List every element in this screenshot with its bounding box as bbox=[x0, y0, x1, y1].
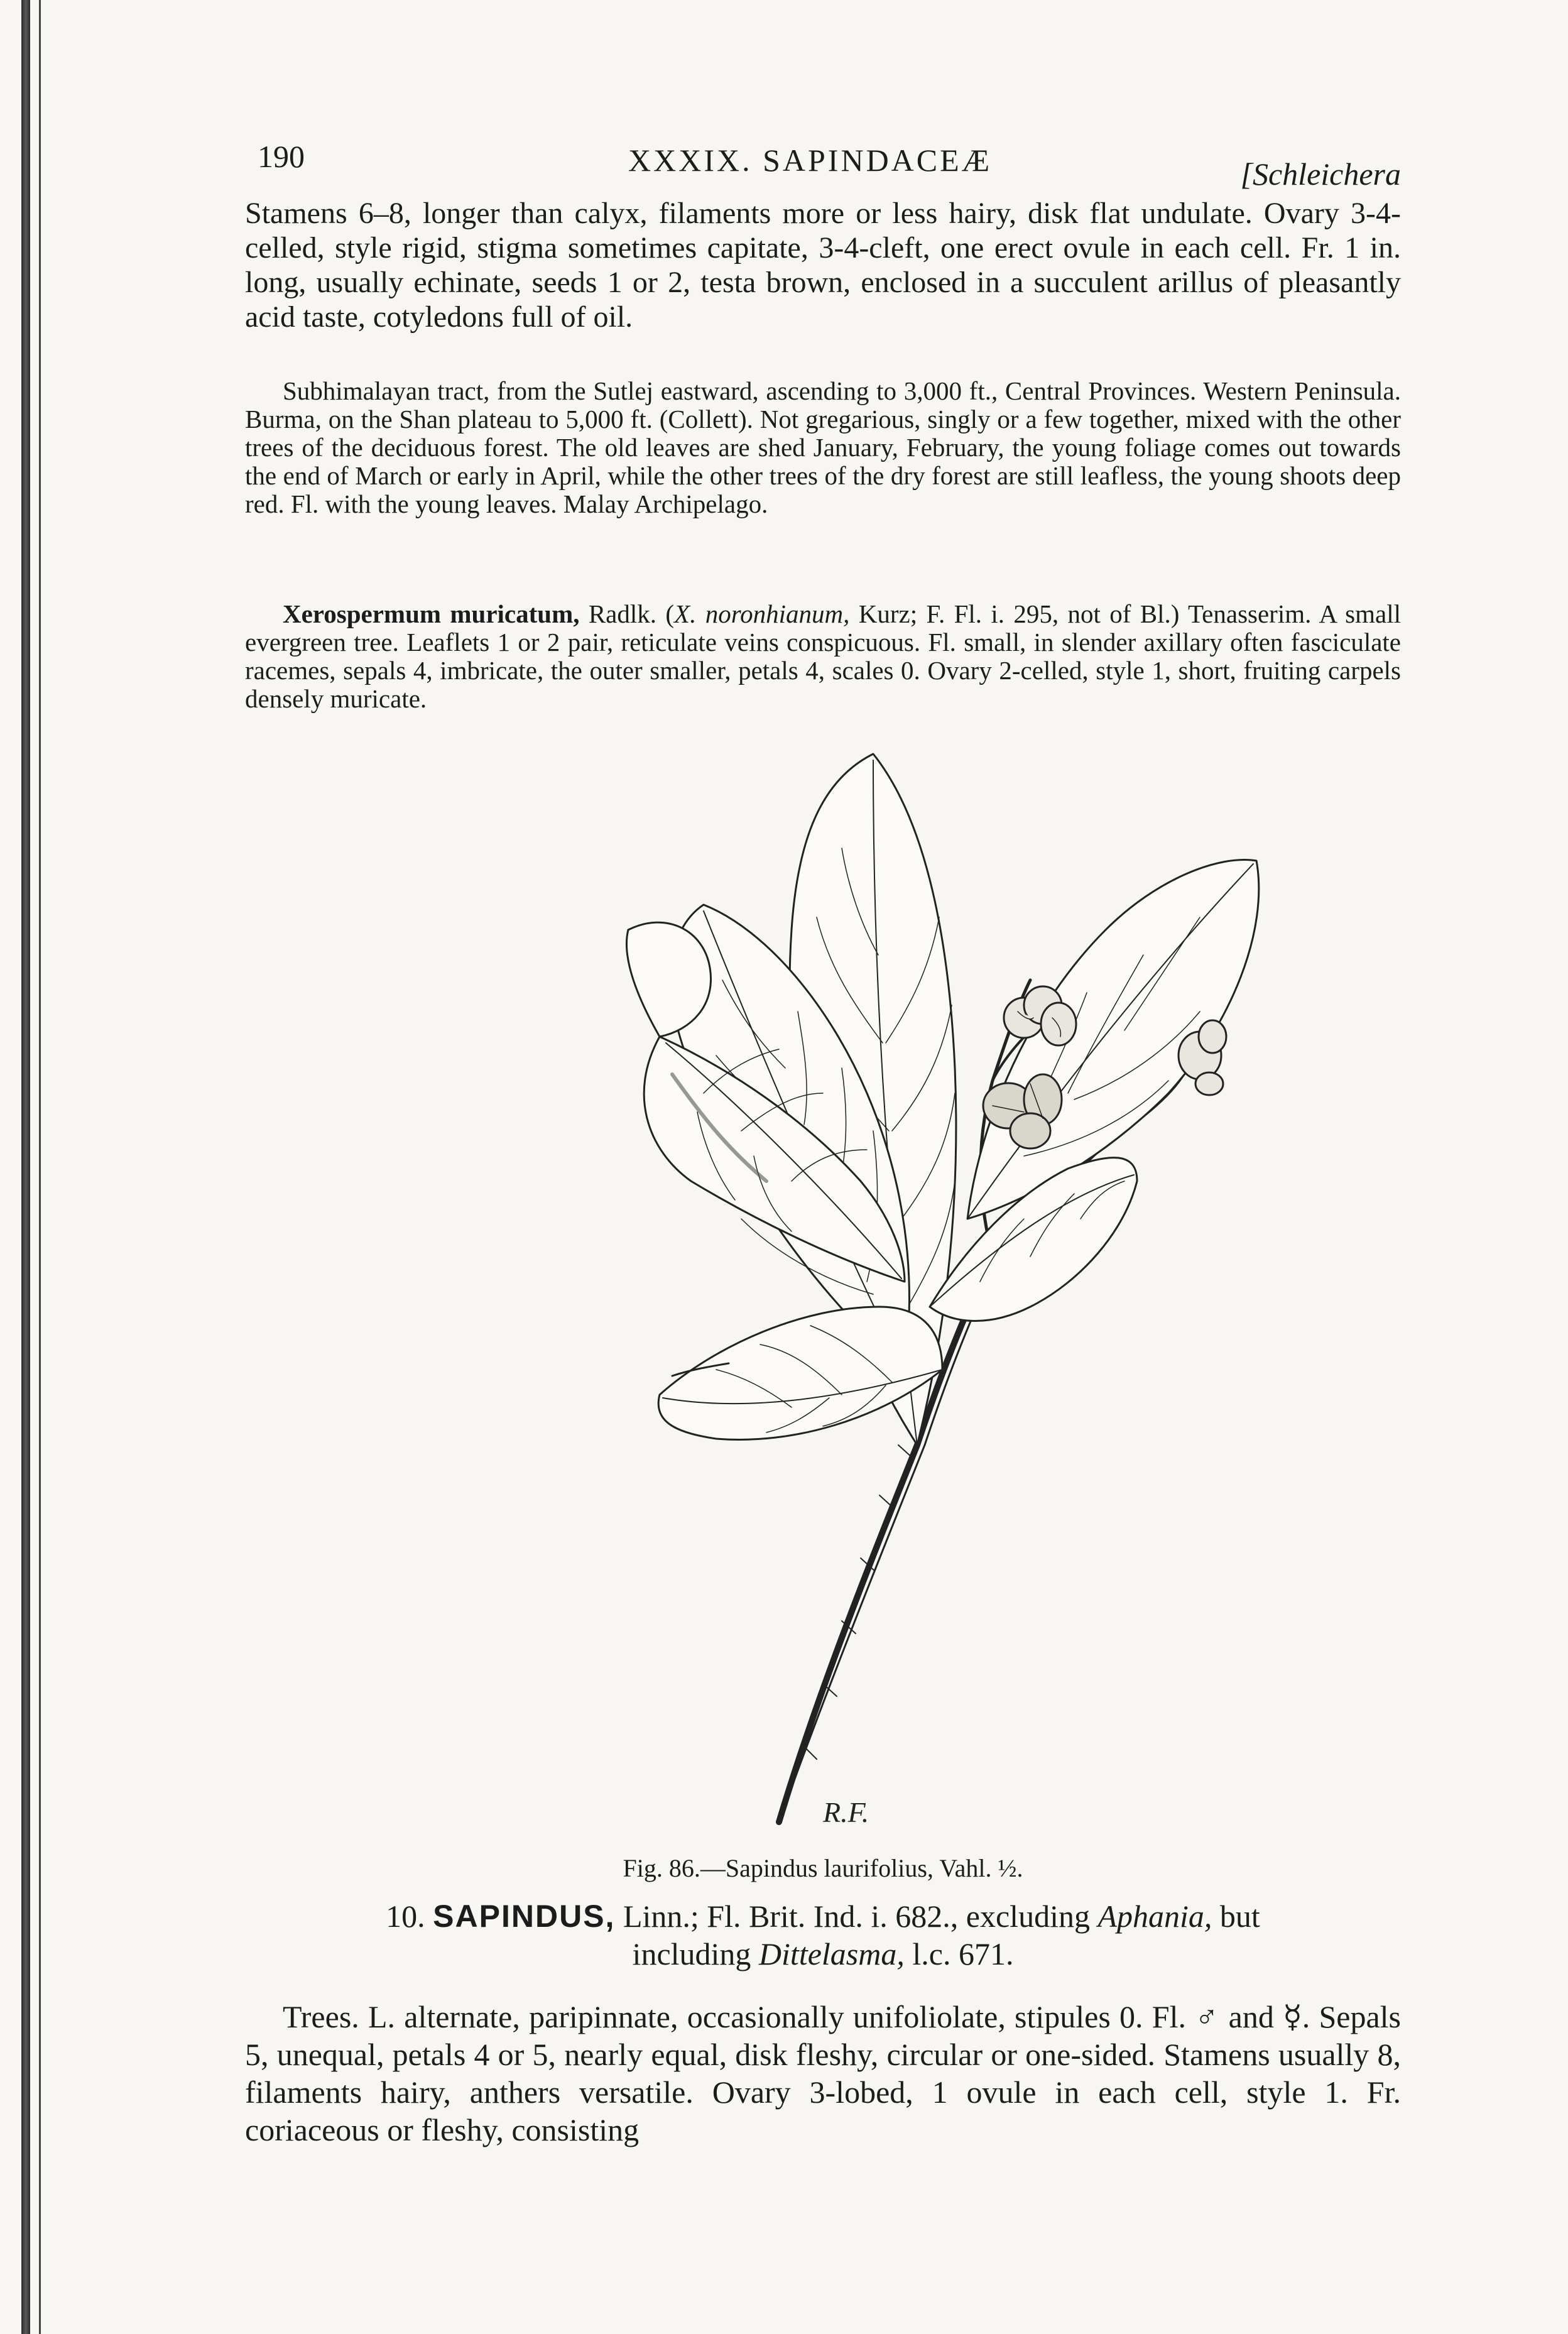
description-text: Stamens 6–8, longer than calyx, filaments more or less hairy, disk flat undulate. Ovary 3-4-celled, style rigid, stigma sometimes capitate, 3-4-cleft, one erect ovule in each cell. Fr. 1 in. long, usually echinate, seeds 1 or 2, testa brown, enclosed in a succulent arillus of pleasantly acid taste, cotyledons full of oil. bbox=[245, 197, 1401, 334]
running-title: XXXIX. SAPINDACEÆ bbox=[628, 143, 993, 178]
species-name: Xerospermum muricatum, bbox=[283, 599, 580, 628]
book-binding-edge bbox=[21, 0, 30, 2334]
genus-included: Dittelasma, bbox=[758, 1936, 905, 1971]
genus-line2-pre: including bbox=[632, 1936, 759, 1971]
binding-line bbox=[39, 0, 41, 2334]
distribution-text: Subhimalayan tract, from the Sutlej eastward, ascending to 3,000 ft., Central Provinces. Western Peninsula. Burma, on the Shan plateau to 5,000 ft. (Collett). Not gregarious, singly or a few together, mixed with the other trees of the deciduous forest. The old leaves are shed January, February, the young foliage comes out towards the end of March or early in April, while the other trees of the dry forest are still leafless, the young shoots deep red. Fl. with the young leaves. Malay Archipelago. bbox=[245, 376, 1401, 518]
genus-heading bbox=[245, 1897, 1401, 1973]
genus-citation: Linn.; Fl. Brit. Ind. i. 682., excluding bbox=[615, 1899, 1098, 1934]
page-number: 190 bbox=[258, 139, 305, 174]
species-author: Radlk. ( bbox=[579, 599, 675, 628]
species-synonym: X. noronhianum, bbox=[674, 599, 850, 628]
genus-description-text: Trees. L. alternate, paripinnate, occasionally unifoliolate, stipules 0. Fl. ♂ and ☿. Sepals 5, unequal, petals 4 or 5, nearly equal, disk fleshy, circular or one-sided. Stamens usually 8, filaments hairy, anthers versatile. Ovary 3-lobed, 1 ovule in each cell, style 1. Fr. coriaceous or fleshy, consisting bbox=[245, 1999, 1401, 2147]
figure-caption-text: Fig. 86.—Sapindus laurifolius, Vahl. ½. bbox=[623, 1854, 1023, 1882]
genus-name: SAPINDUS, bbox=[433, 1899, 616, 1934]
description-paragraph bbox=[245, 196, 1401, 334]
page-header bbox=[245, 138, 1401, 192]
figure-caption bbox=[245, 1853, 1401, 1883]
botanical-illustration bbox=[591, 741, 1501, 1847]
genus-excluded: Aphania, bbox=[1097, 1899, 1212, 1934]
genus-line2-post: l.c. 671. bbox=[904, 1936, 1014, 1971]
genus-reference: [Schleichera bbox=[1240, 156, 1401, 192]
xerospermum-paragraph bbox=[245, 600, 1401, 713]
genus-but: but bbox=[1212, 1899, 1260, 1934]
distribution-paragraph bbox=[245, 377, 1401, 518]
species-description: Kurz; F. Fl. i. 295, not of Bl.) Tenasserim. A small evergreen tree. Leaflets 1 or 2 pair, reticulate veins conspicuous. Fl. small, in slender axillary often fasciculate racemes, sepals 4, imbricate, the outer smaller, petals 4, scales 0. Ovary 2-celled, style 1, short, fruiting carpels densely muricate. bbox=[245, 599, 1401, 713]
genus-number: 10. bbox=[386, 1899, 425, 1934]
leaf-lower-left bbox=[658, 1307, 942, 1440]
genus-description-paragraph bbox=[245, 1998, 1401, 2149]
illustrator-signature: R.F. bbox=[823, 1796, 869, 1828]
